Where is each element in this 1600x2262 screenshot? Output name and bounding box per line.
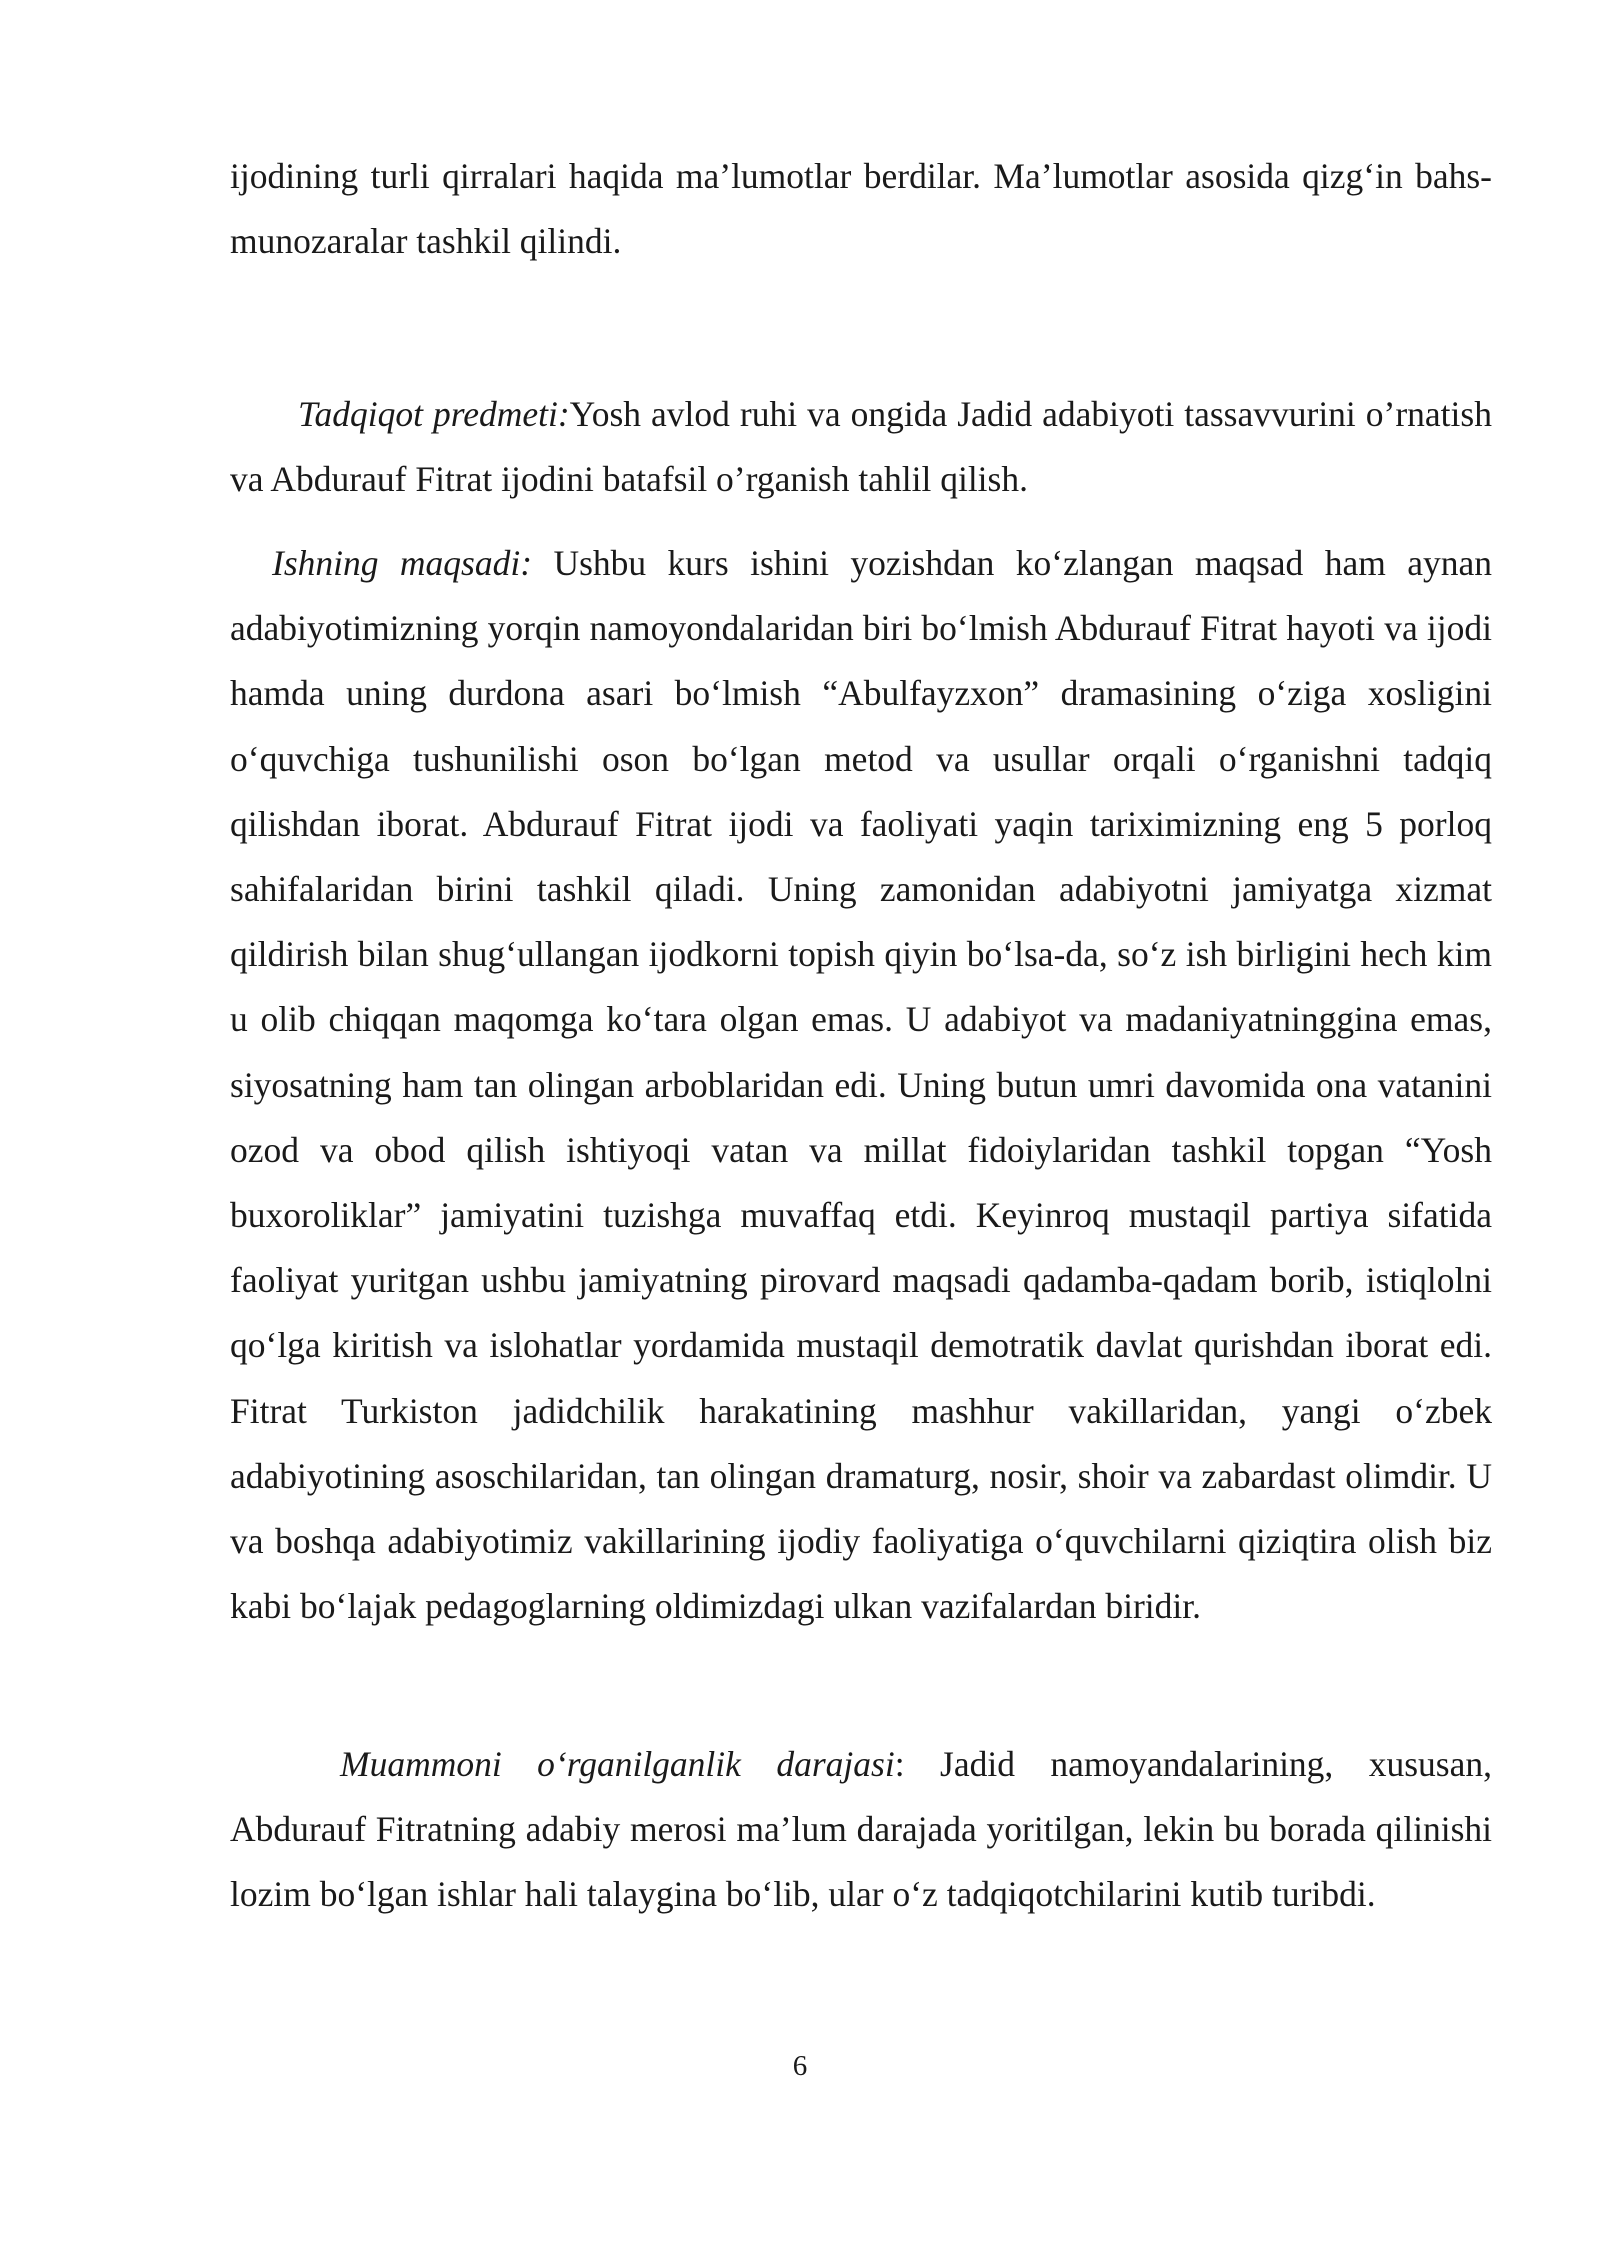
paragraph-intro (230, 144, 1492, 274)
paragraph-work-goal (230, 531, 1492, 1639)
work-goal-text: Ushbu kurs ishini yozishdan ko‘zlangan maqsad ham aynan adabiyotimizning yorqin namoyondalaridan biri bo‘lmish Abdurauf Fitrat hayoti va ijodi hamda uning durdona asari bo‘lmish “Abulfayzxon” dramasining o‘ziga xosligini o‘quvchiga tushunilishi oson bo‘lgan metod va usullar orqali o‘rganishni tadqiq qilishdan iborat. Abdurauf Fitrat ijodi va faoliyati yaqin tariximizning eng 5 porloq sahifalaridan birini tashkil qiladi. Uning zamonidan adabiyotni jamiyatga xizmat qildirish bilan shug‘ullangan ijodkorni topish qiyin bo‘lsa-da, so‘z ish birligini hech kim u olib chiqqan maqomga ko‘tara olgan emas. U adabiyot va madaniyatninggina emas, siyosatning ham tan olingan arboblaridan edi. Uning butun umri davomida ona vatanini ozod va obod qilish ishtiyoqi vatan va millat fidoiylaridan tashkil topgan “Yosh buxoroliklar” jamiyatini tuzishga muvaffaq etdi. Keyinroq mustaqil partiya sifatida faoliyat yuritgan ushbu jamiyatning pirovard maqsadi qadamba-qadam borib, istiqlolni qo‘lga kiritish va islohatlar yordamida mustaqil demotratik davlat qurishdan iborat edi. Fitrat Turkiston jadidchilik harakatining mashhur vakillaridan, yangi o‘zbek adabiyotining asoschilaridan, tan olingan dramaturg, nosir, shoir va zabardast olimdir. U va boshqa adabiyotimiz vakillarining ijodiy faoliyatiga o‘quvchilarni qiziqtira olish biz kabi bo‘lajak pedagoglarning oldimizdagi ulkan vazifalardan biridir. (230, 543, 1492, 1627)
paragraph-research-subject (230, 382, 1492, 512)
paragraph-research-degree (230, 1732, 1492, 1928)
research-subject-label: Tadqiqot predmeti: (298, 394, 570, 434)
research-degree-label: Muammoni o‘rganilganlik darajasi (340, 1744, 895, 1784)
paragraph-intro-text: ijodining turli qirralari haqida ma’lumotlar berdilar. Ma’lumotlar asosida qizg‘in bahs-munozaralar tashkil qilindi. (230, 156, 1492, 262)
work-goal-label: Ishning maqsadi: (272, 543, 533, 583)
research-degree-text: : Jadid namoyandalarining, xususan, Abdurauf Fitratning adabiy merosi ma’lum darajada yoritilgan, lekin bu borada qilinishi lozim bo‘lgan ishlar hali talaygina bo‘lib, ular o‘z tadqiqotchilarini kutib turibdi. (230, 1744, 1492, 1915)
research-subject-text: Yosh avlod ruhi va ongida Jadid adabiyoti tassavvurini o’rnatish va Abdurauf Fitrat ijodini batafsil o’rganish tahlil qilish. (230, 394, 1492, 500)
page-number: 6 (792, 2050, 808, 2082)
